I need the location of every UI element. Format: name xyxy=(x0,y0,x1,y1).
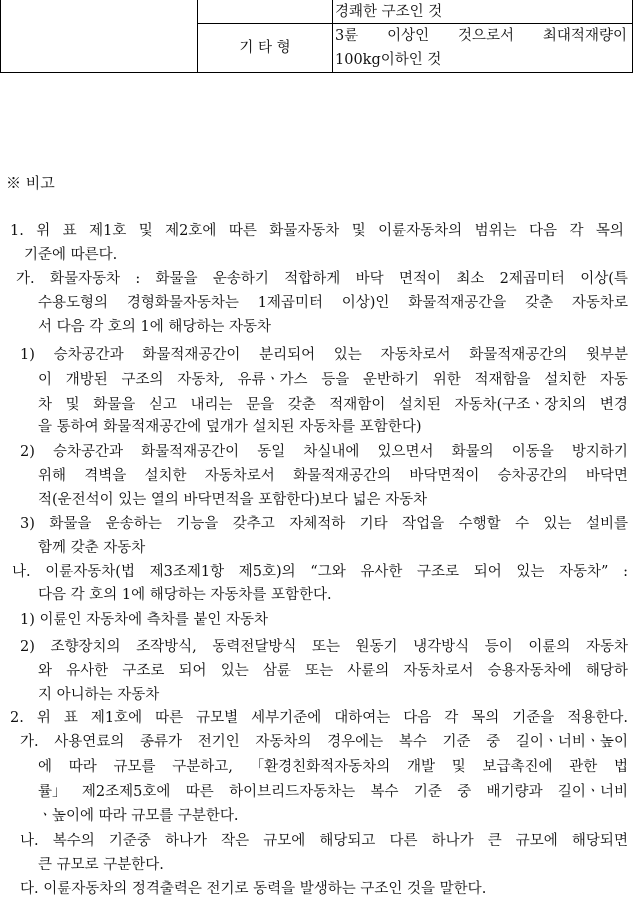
note-word: 승차공간과 xyxy=(53,347,124,363)
note-word: 면적이 xyxy=(398,271,441,287)
note-word: 자동차(구조ㆍ장치의 xyxy=(454,397,587,413)
note-word: 자동차로서 xyxy=(380,347,451,363)
table-border xyxy=(632,0,633,73)
note-line xyxy=(10,219,624,243)
note-word: 수행할 xyxy=(458,516,501,532)
note-line xyxy=(38,780,628,804)
note-line: 기준에 따른다. xyxy=(24,247,118,263)
note-word: 화물의 xyxy=(451,444,494,460)
note-word: 기타 xyxy=(359,516,388,532)
note-word: 따른 xyxy=(185,784,214,800)
note-word: 에 xyxy=(38,759,53,775)
note-line xyxy=(10,706,628,730)
note-word: 와 xyxy=(38,663,53,679)
note-word: 승차공간과 xyxy=(52,444,124,460)
note-word: 표 xyxy=(62,223,77,239)
note-word: 각 xyxy=(444,710,459,726)
note-word: 2제곱미터 xyxy=(499,271,565,287)
note-word: 제2호에 xyxy=(165,223,217,239)
note-word: 다음 xyxy=(403,710,432,726)
note-word: 기준 xyxy=(442,734,471,750)
note-word: 복수 xyxy=(398,734,427,750)
note-word: 이동을 xyxy=(511,444,554,460)
note-word: 구조로 xyxy=(417,564,460,580)
note-word: 방지하기 xyxy=(571,444,628,460)
note-word: 제1호에 xyxy=(90,710,143,726)
note-word: 이륜의 xyxy=(528,639,571,655)
note-word: 적합하게 xyxy=(284,271,341,287)
note-word: 바닥면 xyxy=(585,468,628,484)
note-word: 자동 xyxy=(599,372,628,388)
note-word: 격벽을 xyxy=(84,468,127,484)
note-line: 다음 각 호의 1에 해당하는 자동차를 포함한다. xyxy=(38,587,332,603)
note-word: 화물을 xyxy=(155,271,198,287)
note-word: 기능을 xyxy=(176,516,219,532)
note-line xyxy=(16,267,628,291)
note-word: 운송하기 xyxy=(212,271,269,287)
note-word: 목의 xyxy=(595,223,624,239)
note-word: 윗부분 xyxy=(585,347,628,363)
note-word: 냉각방식 xyxy=(413,639,470,655)
note-word: 길이ㆍ너비 xyxy=(557,784,628,800)
note-word: 따른 xyxy=(228,223,257,239)
note-word: 또는 xyxy=(311,639,340,655)
note-word: 화물적재공간이 xyxy=(142,347,241,363)
note-line: 큰 규모로 구분한다. xyxy=(38,857,164,873)
note-word: 따른 xyxy=(155,710,184,726)
note-word: 경우에는 xyxy=(327,734,384,750)
note-word: 위 xyxy=(36,710,51,726)
note-word: 사용연료의 xyxy=(54,734,125,750)
note-word: 바닥면적이 xyxy=(409,468,480,484)
table-cell-row1-right: 경쾌한 구조인 것 xyxy=(335,4,443,20)
note-word: 세부기준에 xyxy=(251,710,322,726)
note-word: 자동차” xyxy=(559,564,609,580)
note-word: 있는 xyxy=(220,663,249,679)
note-line: 다. 이륜자동차의 정격출력은 전기로 동력을 발생하는 구조인 것을 말한다. xyxy=(20,881,487,897)
note-word: 및 xyxy=(451,759,466,775)
note-line xyxy=(38,368,628,392)
table-border xyxy=(0,0,1,73)
note-word: 및 xyxy=(351,223,366,239)
note-word: 이상(특 xyxy=(580,271,628,287)
note-word: 동력전달방식 xyxy=(212,639,297,655)
note-word: 화물적재공간의 xyxy=(469,347,568,363)
note-word: 가. xyxy=(20,734,39,750)
note-word: 중 xyxy=(486,734,501,750)
note-word: 하이브리드자동차는 xyxy=(229,784,356,800)
note-word: 운반하기 xyxy=(363,372,420,388)
note-line xyxy=(20,730,628,754)
note-word: 개방된 xyxy=(65,372,108,388)
note-word: 작은 xyxy=(221,833,250,849)
note-word: 자동차, xyxy=(177,372,224,388)
note-word: 운송하는 xyxy=(105,516,162,532)
note-word: 해당되면 xyxy=(571,833,628,849)
note-word: 이 xyxy=(38,372,53,388)
note-word: 경형화물자동차는 xyxy=(126,295,239,311)
note-word: 이륜자동차(법 xyxy=(45,564,135,580)
note-word: 삼륜 xyxy=(262,663,291,679)
note-word: 제5호)의 xyxy=(238,564,296,580)
note-word: 화물적재공간의 xyxy=(293,468,392,484)
note-word: 구분하고, xyxy=(172,759,233,775)
note-word: 1. xyxy=(10,223,24,239)
note-word: 갖춘 xyxy=(525,295,554,311)
note-word: 분리되어 xyxy=(259,347,316,363)
note-word: 차실내에 xyxy=(303,444,360,460)
note-word: 위 xyxy=(36,223,51,239)
note-word: 자동차로 xyxy=(571,295,628,311)
note-word: 2) xyxy=(20,444,35,460)
note-word: 규모를 xyxy=(113,759,156,775)
note-line: 을 통하여 화물적재공간에 덮개가 설치된 자동차를 포함한다) xyxy=(38,419,422,435)
note-word: 수용도형의 xyxy=(38,295,109,311)
note-word: 등이 xyxy=(484,639,513,655)
note-word: 보급촉진에 xyxy=(482,759,553,775)
note-word: 또는 xyxy=(305,663,334,679)
note-word: 1) xyxy=(20,347,35,363)
note-line: 함께 갖춘 자동차 xyxy=(38,540,146,556)
note-word: 종류가 xyxy=(140,734,183,750)
note-word: 관한 xyxy=(569,759,598,775)
note-word: 조작방식, xyxy=(136,639,197,655)
note-line xyxy=(38,291,628,315)
note-word: 중 xyxy=(457,784,472,800)
note-word: 각 xyxy=(569,223,584,239)
note-line xyxy=(20,635,628,659)
table-word: 최대적재량이 xyxy=(542,28,627,44)
note-word: 제3조제1항 xyxy=(149,564,225,580)
note-word: 동일 xyxy=(257,444,286,460)
note-word: 차 xyxy=(38,397,53,413)
note-word: 되어 xyxy=(473,564,502,580)
note-word: 해당하 xyxy=(585,663,628,679)
note-word: 규모에 xyxy=(515,833,558,849)
note-word: 싣고 xyxy=(148,397,177,413)
table-word: 이상인 xyxy=(387,28,430,44)
note-word: 위해 xyxy=(38,468,67,484)
note-word: : xyxy=(623,564,628,580)
note-word: 길이ㆍ너비ㆍ높이 xyxy=(515,734,628,750)
table-border xyxy=(332,0,333,73)
note-word: 규모에 xyxy=(263,833,306,849)
note-line xyxy=(20,343,628,367)
table-cell-row2-right-line1 xyxy=(335,24,627,48)
note-word: 다른 xyxy=(389,833,418,849)
note-word: 배기량과 xyxy=(486,784,543,800)
note-word: 나. xyxy=(12,564,31,580)
table-cell-row2-mid: 기 타 형 xyxy=(239,40,291,56)
note-word: 문을 xyxy=(246,397,275,413)
note-word: 위한 xyxy=(432,372,461,388)
note-word: 화물적재공간이 xyxy=(141,444,240,460)
note-line: 서 다음 각 호의 1에 해당하는 자동차 xyxy=(38,319,271,335)
note-line xyxy=(38,464,628,488)
note-line xyxy=(38,659,628,683)
note-word: 사륜의 xyxy=(347,663,390,679)
note-line xyxy=(12,560,628,584)
note-word: 갖추고 xyxy=(232,516,275,532)
note-word: 목의 xyxy=(471,710,500,726)
note-word: 전기인 xyxy=(197,734,240,750)
note-word: 화물을 xyxy=(49,516,92,532)
table-word: 것으로서 xyxy=(458,28,515,44)
note-word: 2) xyxy=(20,639,35,655)
note-word: 자동차의 xyxy=(255,734,312,750)
note-word: 적용한다. xyxy=(567,710,628,726)
note-word: 있는 xyxy=(333,347,362,363)
note-word: 설치된 xyxy=(398,397,441,413)
note-line: 지 아니하는 자동차 xyxy=(38,687,160,703)
note-line xyxy=(20,440,628,464)
table-cell-row2-right-line2: 100kg이하인 것 xyxy=(335,52,442,68)
table-border xyxy=(0,72,633,73)
note-word: 해당되고 xyxy=(319,833,376,849)
note-word: 작업을 xyxy=(402,516,445,532)
note-word: 하나가 xyxy=(164,833,207,849)
note-word: “그와 xyxy=(310,564,346,580)
note-word: 대하여는 xyxy=(334,710,391,726)
note-word: 있는 xyxy=(543,516,572,532)
note-word: : xyxy=(135,271,141,287)
note-line xyxy=(38,755,628,779)
note-word: 자동차 xyxy=(585,639,628,655)
note-word: 범위는 xyxy=(474,223,517,239)
note-word: 구조로 xyxy=(122,663,165,679)
classification-table xyxy=(0,0,633,73)
note-word: 변경 xyxy=(599,397,628,413)
note-word: 제1호 xyxy=(89,223,127,239)
note-word: 승용자동차에 xyxy=(487,663,572,679)
note-word: 규모별 xyxy=(196,710,239,726)
note-word: 및 xyxy=(65,397,80,413)
note-word: 적재함이 xyxy=(329,397,386,413)
note-word: 유사한 xyxy=(360,564,403,580)
note-word: 설치한 xyxy=(544,372,587,388)
note-word: 수 xyxy=(515,516,530,532)
note-word: 있으면서 xyxy=(377,444,434,460)
note-word: 설비를 xyxy=(585,516,628,532)
note-word: 유사한 xyxy=(66,663,109,679)
note-word: 기준중 xyxy=(108,833,151,849)
note-word: 자동차로서 xyxy=(403,663,474,679)
note-word: 등을 xyxy=(321,372,350,388)
note-word: 기준을 xyxy=(512,710,555,726)
note-line xyxy=(20,512,628,536)
note-word: 되어 xyxy=(178,663,207,679)
note-word: 구조의 xyxy=(121,372,164,388)
note-word: 기준 xyxy=(413,784,442,800)
note-word: 원동기 xyxy=(355,639,398,655)
note-line xyxy=(20,829,628,853)
note-word: 3) xyxy=(20,516,35,532)
note-word: 및 xyxy=(138,223,153,239)
note-word: 이륜자동차의 xyxy=(378,223,463,239)
note-word: 있는 xyxy=(516,564,545,580)
note-word: 승차공간의 xyxy=(497,468,568,484)
note-word: 적재함을 xyxy=(474,372,531,388)
note-word: 표 xyxy=(63,710,78,726)
note-word: 최소 xyxy=(456,271,485,287)
note-word: 설치한 xyxy=(144,468,187,484)
note-word: 나. xyxy=(20,833,39,849)
note-word: 큰 xyxy=(487,833,502,849)
note-word: 복수 xyxy=(370,784,399,800)
note-word: 유류ㆍ가스 xyxy=(237,372,308,388)
note-word: 조향장치의 xyxy=(50,639,121,655)
note-line: ㆍ높이에 따라 규모를 구분한다. xyxy=(38,808,239,824)
note-word: 복수의 xyxy=(52,833,95,849)
note-word: 따라 xyxy=(68,759,97,775)
note-word: 자동차로서 xyxy=(204,468,275,484)
note-word: 「환경친화적자동차의 xyxy=(249,759,391,775)
note-word: 다음 xyxy=(529,223,558,239)
notes-heading: ※ 비고 xyxy=(6,174,55,192)
note-word: 자체적하 xyxy=(289,516,346,532)
note-word: 법 xyxy=(613,759,628,775)
note-word: 1제곱미터 xyxy=(257,295,323,311)
note-word: 화물을 xyxy=(93,397,136,413)
note-word: 제2조제5호에 xyxy=(81,784,171,800)
note-line: 적(운전석이 있는 열의 바닥면적을 포함한다)보다 넓은 자동차 xyxy=(38,492,428,508)
note-word: 화물적재공간을 xyxy=(408,295,507,311)
note-word: 률」 xyxy=(38,784,67,800)
note-word: 가. xyxy=(16,271,35,287)
note-word: 개발 xyxy=(406,759,435,775)
note-line: 1) 이륜인 자동차에 측차를 붙인 자동차 xyxy=(20,612,269,628)
note-word: 2. xyxy=(10,710,24,726)
note-word: 바닥 xyxy=(355,271,384,287)
note-word: 내리는 xyxy=(190,397,233,413)
note-word: 화물자동차 xyxy=(269,223,340,239)
note-line xyxy=(38,393,628,417)
note-word: 갖춘 xyxy=(287,397,316,413)
note-word: 화물자동차 xyxy=(49,271,120,287)
table-word: 3륜 xyxy=(335,28,359,44)
note-word: 하나가 xyxy=(431,833,474,849)
note-word: 이상)인 xyxy=(341,295,390,311)
